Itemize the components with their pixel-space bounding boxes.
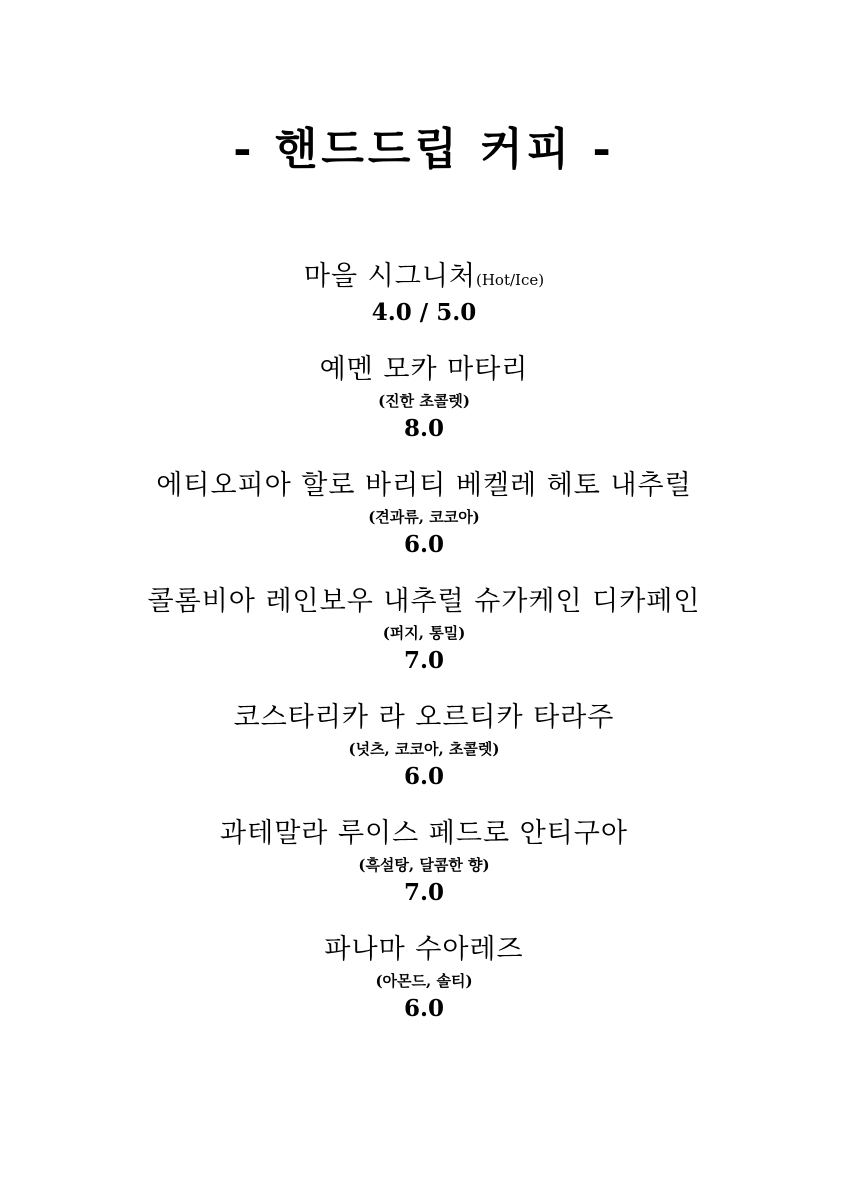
menu-item: [0, 817, 848, 907]
menu-item-notes: (넛츠, 코코아, 초콜렛): [348, 740, 500, 758]
menu-item: [0, 353, 848, 443]
menu-item-notes: (흑설탕, 달콤한 향): [358, 856, 490, 874]
menu-item: [0, 585, 848, 675]
menu-item: [0, 933, 848, 1023]
menu-item-notes: (진한 초콜렛): [378, 392, 470, 410]
menu-item-notes: (아몬드, 솔티): [375, 972, 473, 990]
page-title: - 핸드드립 커피 -: [233, 124, 615, 175]
menu-item-variant: (Hot/Ice): [475, 271, 545, 289]
menu-item-title: 마을 시그니처: [303, 261, 476, 292]
menu-item-name: [0, 260, 848, 297]
menu-item: [0, 260, 848, 327]
menu-item-price: 8.0: [403, 415, 444, 442]
menu-item: [0, 701, 848, 791]
menu-item-price: 4.0 / 5.0: [371, 299, 477, 326]
menu-item-price: 6.0: [403, 531, 444, 558]
menu-item-name: 과테말라 루이스 페드로 안티구아: [220, 818, 628, 849]
menu-item-notes: (퍼지, 통밀): [382, 624, 466, 642]
menu-item-price: 6.0: [403, 995, 444, 1022]
menu-item: [0, 469, 848, 559]
menu-item-name: 예멘 모카 마타리: [319, 354, 529, 385]
menu-item-name: 에티오피아 할로 바리티 베켈레 헤토 내추럴: [156, 470, 692, 501]
menu-item-name: 콜롬비아 레인보우 내추럴 슈가케인 디카페인: [147, 586, 701, 617]
menu-item-name: 코스타리카 라 오르티카 타라주: [233, 702, 615, 733]
menu-item-price: 7.0: [403, 879, 444, 906]
menu-item-price: 6.0: [403, 763, 444, 790]
menu-item-notes: (견과류, 코코아): [368, 508, 480, 526]
menu-item-price: 7.0: [403, 647, 444, 674]
menu-list: [0, 260, 848, 1023]
menu-item-name: 파나마 수아레즈: [324, 934, 524, 965]
